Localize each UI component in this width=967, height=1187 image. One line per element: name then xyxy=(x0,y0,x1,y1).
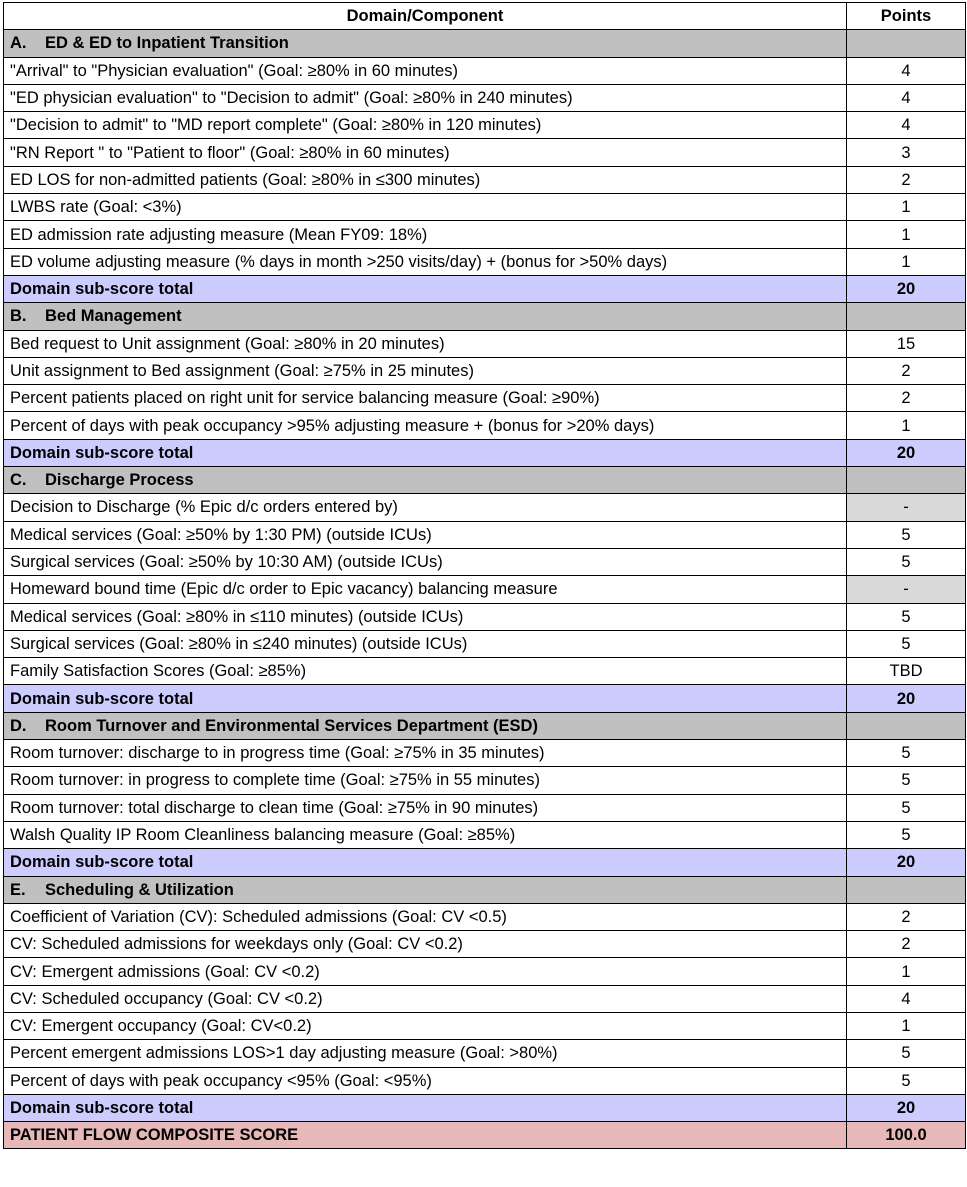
measure-label: CV: Emergent admissions (Goal: CV <0.2) xyxy=(4,958,847,985)
measure-label: Medical services (Goal: ≥50% by 1:30 PM) (outside ICUs) xyxy=(4,521,847,548)
measure-label: Homeward bound time (Epic d/c order to Epic vacancy) balancing measure xyxy=(4,576,847,603)
measure-label: CV: Scheduled occupancy (Goal: CV <0.2) xyxy=(4,985,847,1012)
header-domain-component: Domain/Component xyxy=(4,3,847,30)
measure-points: 4 xyxy=(847,57,966,84)
measure-row xyxy=(4,112,966,139)
subtotal-label: Domain sub-score total xyxy=(4,849,847,876)
measure-row xyxy=(4,576,966,603)
measure-label: Unit assignment to Bed assignment (Goal: ≥75% in 25 minutes) xyxy=(4,357,847,384)
measure-row xyxy=(4,84,966,111)
measure-points: - xyxy=(847,494,966,521)
measure-row xyxy=(4,248,966,275)
measure-label: CV: Emergent occupancy (Goal: CV<0.2) xyxy=(4,1012,847,1039)
section-title: Discharge Process xyxy=(45,471,194,490)
measure-label: Percent of days with peak occupancy <95% (Goal: <95%) xyxy=(4,1067,847,1094)
section-points-cell xyxy=(847,467,966,494)
section-title: Room Turnover and Environmental Services Department (ESD) xyxy=(45,716,538,735)
measure-points: 2 xyxy=(847,903,966,930)
measure-label: ED LOS for non-admitted patients (Goal: ≥80% in ≤300 minutes) xyxy=(4,166,847,193)
measure-label: Room turnover: discharge to in progress time (Goal: ≥75% in 35 minutes) xyxy=(4,740,847,767)
section-header-row xyxy=(4,467,966,494)
measure-points: 4 xyxy=(847,84,966,111)
section-title-cell xyxy=(4,303,847,330)
domain-subtotal-row xyxy=(4,439,966,466)
section-title: ED & ED to Inpatient Transition xyxy=(45,34,289,53)
measure-row xyxy=(4,166,966,193)
section-letter: E. xyxy=(10,880,26,899)
measure-label: Percent of days with peak occupancy >95% adjusting measure + (bonus for >20% days) xyxy=(4,412,847,439)
subtotal-points: 20 xyxy=(847,275,966,302)
composite-score-row xyxy=(4,1122,966,1149)
measure-row xyxy=(4,548,966,575)
measure-points: 5 xyxy=(847,1040,966,1067)
section-header-row xyxy=(4,303,966,330)
measure-row xyxy=(4,521,966,548)
measure-label: "ED physician evaluation" to "Decision to admit" (Goal: ≥80% in 240 minutes) xyxy=(4,84,847,111)
measure-row xyxy=(4,958,966,985)
section-header-row xyxy=(4,30,966,57)
measure-points: 3 xyxy=(847,139,966,166)
section-title: Scheduling & Utilization xyxy=(45,880,234,899)
measure-row xyxy=(4,794,966,821)
composite-label: PATIENT FLOW COMPOSITE SCORE xyxy=(4,1122,847,1149)
measure-label: Room turnover: in progress to complete time (Goal: ≥75% in 55 minutes) xyxy=(4,767,847,794)
measure-label: Percent patients placed on right unit for service balancing measure (Goal: ≥90%) xyxy=(4,385,847,412)
measure-label: CV: Scheduled admissions for weekdays only (Goal: CV <0.2) xyxy=(4,931,847,958)
measure-row xyxy=(4,139,966,166)
measure-label: Room turnover: total discharge to clean time (Goal: ≥75% in 90 minutes) xyxy=(4,794,847,821)
subtotal-points: 20 xyxy=(847,1094,966,1121)
measure-row xyxy=(4,494,966,521)
measure-points: 1 xyxy=(847,221,966,248)
section-title-cell xyxy=(4,876,847,903)
section-points-cell xyxy=(847,712,966,739)
measure-label: "Arrival" to "Physician evaluation" (Goal: ≥80% in 60 minutes) xyxy=(4,57,847,84)
measure-points: 5 xyxy=(847,1067,966,1094)
table-header-row xyxy=(4,3,966,30)
measure-label: "Decision to admit" to "MD report complete" (Goal: ≥80% in 120 minutes) xyxy=(4,112,847,139)
composite-points: 100.0 xyxy=(847,1122,966,1149)
subtotal-label: Domain sub-score total xyxy=(4,275,847,302)
table-body xyxy=(4,30,966,1149)
section-letter: A. xyxy=(10,34,27,53)
subtotal-label: Domain sub-score total xyxy=(4,1094,847,1121)
measure-label: Family Satisfaction Scores (Goal: ≥85%) xyxy=(4,658,847,685)
measure-row xyxy=(4,603,966,630)
section-letter: D. xyxy=(10,716,27,735)
measure-row xyxy=(4,630,966,657)
section-title-cell xyxy=(4,30,847,57)
measure-points: 2 xyxy=(847,931,966,958)
section-points-cell xyxy=(847,30,966,57)
patient-flow-scorecard-table xyxy=(3,2,966,1149)
measure-row xyxy=(4,821,966,848)
measure-points: 2 xyxy=(847,166,966,193)
measure-row xyxy=(4,985,966,1012)
section-title-cell xyxy=(4,712,847,739)
measure-label: Surgical services (Goal: ≥80% in ≤240 minutes) (outside ICUs) xyxy=(4,630,847,657)
section-letter: C. xyxy=(10,471,27,490)
measure-points: 1 xyxy=(847,1012,966,1039)
measure-label: Medical services (Goal: ≥80% in ≤110 minutes) (outside ICUs) xyxy=(4,603,847,630)
measure-points: 5 xyxy=(847,740,966,767)
measure-label: Walsh Quality IP Room Cleanliness balancing measure (Goal: ≥85%) xyxy=(4,821,847,848)
measure-row xyxy=(4,357,966,384)
measure-row xyxy=(4,412,966,439)
measure-row xyxy=(4,903,966,930)
measure-row xyxy=(4,658,966,685)
domain-subtotal-row xyxy=(4,275,966,302)
subtotal-label: Domain sub-score total xyxy=(4,439,847,466)
section-title: Bed Management xyxy=(45,307,182,326)
subtotal-points: 20 xyxy=(847,849,966,876)
domain-subtotal-row xyxy=(4,685,966,712)
measure-row xyxy=(4,931,966,958)
subtotal-points: 20 xyxy=(847,439,966,466)
subtotal-label: Domain sub-score total xyxy=(4,685,847,712)
measure-label: Percent emergent admissions LOS>1 day adjusting measure (Goal: >80%) xyxy=(4,1040,847,1067)
measure-row xyxy=(4,330,966,357)
measure-row xyxy=(4,221,966,248)
measure-label: ED admission rate adjusting measure (Mean FY09: 18%) xyxy=(4,221,847,248)
measure-points: 5 xyxy=(847,603,966,630)
domain-subtotal-row xyxy=(4,849,966,876)
measure-points: 5 xyxy=(847,548,966,575)
header-points: Points xyxy=(847,3,966,30)
measure-row xyxy=(4,740,966,767)
measure-row xyxy=(4,1040,966,1067)
measure-points: 4 xyxy=(847,112,966,139)
measure-points: TBD xyxy=(847,658,966,685)
section-points-cell xyxy=(847,876,966,903)
measure-row xyxy=(4,1012,966,1039)
measure-label: "RN Report " to "Patient to floor" (Goal: ≥80% in 60 minutes) xyxy=(4,139,847,166)
measure-label: Surgical services (Goal: ≥50% by 10:30 AM) (outside ICUs) xyxy=(4,548,847,575)
measure-row xyxy=(4,385,966,412)
measure-row xyxy=(4,1067,966,1094)
domain-subtotal-row xyxy=(4,1094,966,1121)
section-letter: B. xyxy=(10,307,27,326)
measure-points: 5 xyxy=(847,821,966,848)
section-title-cell xyxy=(4,467,847,494)
measure-points: 5 xyxy=(847,767,966,794)
measure-label: Coefficient of Variation (CV): Scheduled admissions (Goal: CV <0.5) xyxy=(4,903,847,930)
measure-label: Bed request to Unit assignment (Goal: ≥80% in 20 minutes) xyxy=(4,330,847,357)
measure-points: 1 xyxy=(847,412,966,439)
measure-points: 4 xyxy=(847,985,966,1012)
measure-row xyxy=(4,57,966,84)
measure-label: LWBS rate (Goal: <3%) xyxy=(4,194,847,221)
measure-points: 1 xyxy=(847,248,966,275)
measure-row xyxy=(4,194,966,221)
measure-points: 5 xyxy=(847,794,966,821)
measure-points: 15 xyxy=(847,330,966,357)
section-header-row xyxy=(4,876,966,903)
section-header-row xyxy=(4,712,966,739)
measure-points: 2 xyxy=(847,357,966,384)
subtotal-points: 20 xyxy=(847,685,966,712)
measure-points: 2 xyxy=(847,385,966,412)
measure-label: Decision to Discharge (% Epic d/c orders entered by) xyxy=(4,494,847,521)
measure-points: 1 xyxy=(847,958,966,985)
measure-points: 5 xyxy=(847,521,966,548)
measure-points: 5 xyxy=(847,630,966,657)
measure-points: - xyxy=(847,576,966,603)
section-points-cell xyxy=(847,303,966,330)
measure-label: ED volume adjusting measure (% days in month >250 visits/day) + (bonus for >50% days) xyxy=(4,248,847,275)
measure-points: 1 xyxy=(847,194,966,221)
measure-row xyxy=(4,767,966,794)
